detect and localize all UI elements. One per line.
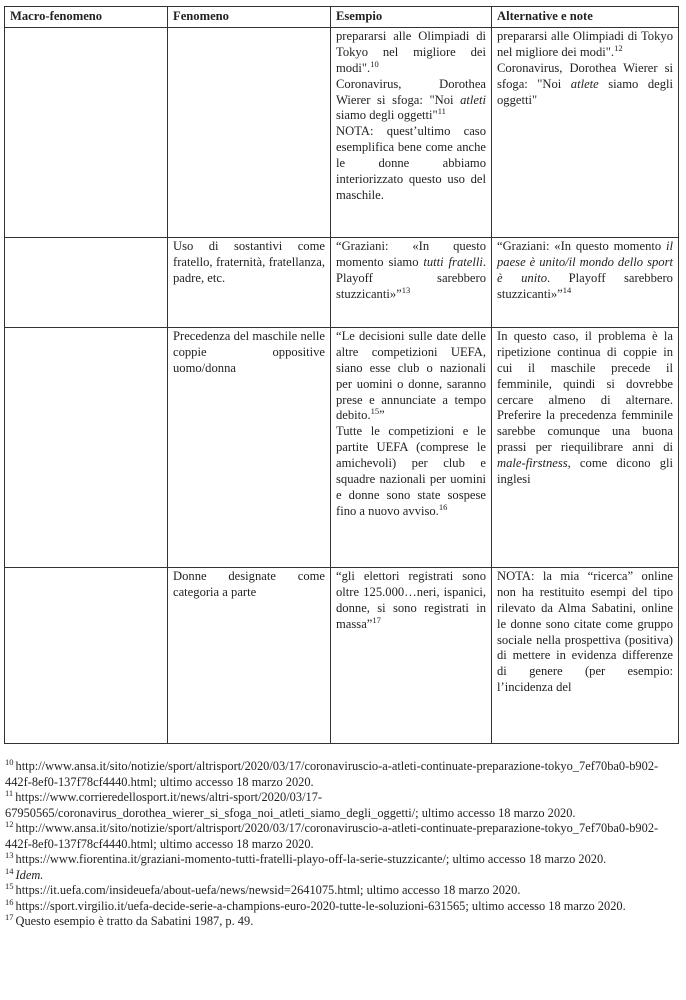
footnote bbox=[5, 821, 675, 852]
macro-cell bbox=[5, 27, 168, 237]
footnote bbox=[5, 914, 675, 930]
alternative-text: Coronavirus, Dorothea Wierer si sfoga: "Noi bbox=[497, 60, 673, 91]
footnote-text: https://www.fiorentina.it/graziani-momento-tutti-fratelli-playo-off-la-serie-stuzzicante/; ultimo accesso 18 marzo 2020. bbox=[15, 852, 607, 866]
table-row bbox=[5, 27, 679, 237]
footnote-number: 11 bbox=[5, 788, 14, 798]
footnote-text: http://www.ansa.it/sito/notizie/sport/altrisport/2020/03/17/coronaviruscio-a-atleti-continuate-preparazione-tokyo_7ef70ba0-b902-442f-8ef0-137f78cf4440.html; ultimo accesso 18 marzo 2020. bbox=[5, 821, 659, 851]
fenomeno-cell: Precedenza del maschile nelle coppie oppositive uomo/donna bbox=[168, 327, 331, 567]
fenomeno-cell bbox=[168, 27, 331, 237]
footnote-text: Questo esempio è tratto da Sabatini 1987, p. 49. bbox=[15, 914, 254, 928]
footnote-ref: 14 bbox=[562, 284, 572, 295]
macro-cell bbox=[5, 237, 168, 327]
alternative-text: . Playoff sarebbero stuzzicanti»” bbox=[497, 270, 673, 301]
header-fenomeno: Fenomeno bbox=[168, 7, 331, 28]
alternative-text: “Graziani: «In questo momento bbox=[497, 238, 666, 253]
macro-cell bbox=[5, 567, 168, 743]
esempio-text: Coronavirus, Dorothea Wierer si sfoga: "Noi bbox=[336, 76, 486, 107]
footnote-ref: 15 bbox=[370, 406, 380, 417]
esempio-text: “Le decisioni sulle date delle altre competizioni UEFA, siano esse club o nazionali per uomini o donne, saranno prese e annunciate a tempo debito. bbox=[336, 328, 486, 423]
footnote-text: https://www.corrieredellosport.it/news/altri-sport/2020/03/17-67950565/coronavirus_dorothea_wierer_si_sfoga_noi_atleti_siamo_degli_oggetti/; ultimo accesso 18 marzo 2020. bbox=[5, 790, 576, 820]
footnote-text: http://www.ansa.it/sito/notizie/sport/altrisport/2020/03/17/coronaviruscio-a-atleti-continuate-preparazione-tokyo_7ef70ba0-b902-442f-8ef0-137f78cf4440.html; ultimo accesso 18 marzo 2020. bbox=[5, 759, 659, 789]
alternative-cell bbox=[492, 327, 679, 567]
esempio-text: Tutte le competizioni e le partite UEFA (comprese le amichevoli) per club e squadre nazionali per uomini e donne sono state sospese fino a nuovo avviso. bbox=[336, 424, 486, 518]
table-row bbox=[5, 567, 679, 743]
footnote-ref: 13 bbox=[401, 284, 411, 295]
header-alternative-note: Alternative e note bbox=[492, 7, 679, 28]
alternative-cell bbox=[492, 27, 679, 237]
esempio-emphasis: atleti bbox=[460, 92, 486, 107]
footnote-number: 10 bbox=[5, 757, 14, 767]
footnote bbox=[5, 883, 675, 899]
footnote-ref: 11 bbox=[437, 106, 446, 117]
macro-cell bbox=[5, 327, 168, 567]
footnote bbox=[5, 896, 675, 915]
footnote bbox=[5, 865, 675, 884]
alternative-emphasis: il paese è unito/il mondo dello sport è unito bbox=[497, 238, 673, 285]
footnotes bbox=[5, 759, 675, 930]
nota-text: NOTA: quest’ultimo caso esemplifica bene come anche le donne abbiamo interiorizzato questo uso del maschile. bbox=[336, 124, 486, 202]
esempio-text: . Playoff sarebbero stuzzicanti»” bbox=[336, 254, 486, 301]
esempio-text: prepararsi alle Olimpiadi di Tokyo nel migliore dei modi". bbox=[336, 28, 486, 75]
footnote-number: 16 bbox=[5, 896, 14, 907]
footnote-text: https://it.uefa.com/insideuefa/about-uefa/news/newsid=2641075.html; ultimo accesso 18 marzo 2020. bbox=[15, 883, 521, 897]
footnote-ref: 12 bbox=[614, 42, 623, 53]
esempio-cell bbox=[331, 327, 492, 567]
esempio-text: ” bbox=[379, 408, 385, 423]
footnote-number: 17 bbox=[5, 912, 14, 922]
footnote-text: Idem. bbox=[15, 867, 44, 882]
table-row bbox=[5, 327, 679, 567]
footnote-number: 12 bbox=[5, 819, 14, 829]
footnote bbox=[5, 790, 675, 821]
footnote-number: 13 bbox=[5, 850, 14, 860]
esempio-text: “gli elettori registrati sono oltre 125.000…neri, ispanici, donne, si sono registrati in massa” bbox=[336, 568, 486, 631]
phenomena-table bbox=[4, 6, 679, 744]
footnote-ref: 17 bbox=[372, 614, 381, 625]
alternative-text: NOTA: la mia “ricerca” online non ha restituito esempi del tipo rilevato da Alma Sabatini, online le donne sono citate come gruppo sociale nella prospettiva (positiva) di mettere in evidenza differenze di genere (per esempio: l’incidenza del bbox=[497, 568, 673, 695]
esempio-text: siamo degli oggetti" bbox=[336, 108, 438, 123]
esempio-cell bbox=[331, 567, 492, 743]
alternative-text: In questo caso, il problema è la ripetizione continua di coppie in cui il maschile precede il femminile, quindi si dovrebbe cercare almeno di alternare. Preferire la precedenza femminile sarebbe comunque una buona prassi per riequilibrare anni di bbox=[497, 328, 673, 455]
header-macro-fenomeno: Macro-fenomeno bbox=[5, 7, 168, 28]
alternative-text: siamo degli oggetti" bbox=[497, 76, 673, 107]
alternative-text: prepararsi alle Olimpiadi di Tokyo nel migliore dei modi". bbox=[497, 28, 673, 59]
footnote-number: 14 bbox=[5, 865, 14, 876]
alternative-text: , come dicono gli inglesi bbox=[497, 456, 673, 487]
table-row bbox=[5, 237, 679, 327]
esempio-text: “Graziani: «In questo momento siamo bbox=[336, 238, 486, 269]
header-esempio: Esempio bbox=[331, 7, 492, 28]
fenomeno-cell: Donne designate come categoria a parte bbox=[168, 567, 331, 743]
footnote bbox=[5, 759, 675, 790]
esempio-cell bbox=[331, 237, 492, 327]
alternative-cell bbox=[492, 237, 679, 327]
alternative-emphasis: atlete bbox=[570, 76, 599, 91]
footnote-ref: 10 bbox=[370, 58, 379, 69]
alternative-emphasis: male-firstness bbox=[497, 456, 568, 471]
footnote bbox=[5, 852, 675, 868]
footnote-number: 15 bbox=[5, 881, 14, 891]
footnote-text: https://sport.virgilio.it/uefa-decide-serie-a-champions-euro-2020-tutte-le-soluzioni-631565; ultimo accesso 18 marzo 2020. bbox=[15, 898, 626, 913]
fenomeno-cell: Uso di sostantivi come fratello, fraternità, fratellanza, padre, etc. bbox=[168, 237, 331, 327]
footnote-ref: 16 bbox=[438, 501, 448, 512]
esempio-emphasis: tutti fratelli bbox=[423, 254, 483, 269]
esempio-cell bbox=[331, 27, 492, 237]
alternative-cell bbox=[492, 567, 679, 743]
table-header-row bbox=[5, 7, 679, 28]
